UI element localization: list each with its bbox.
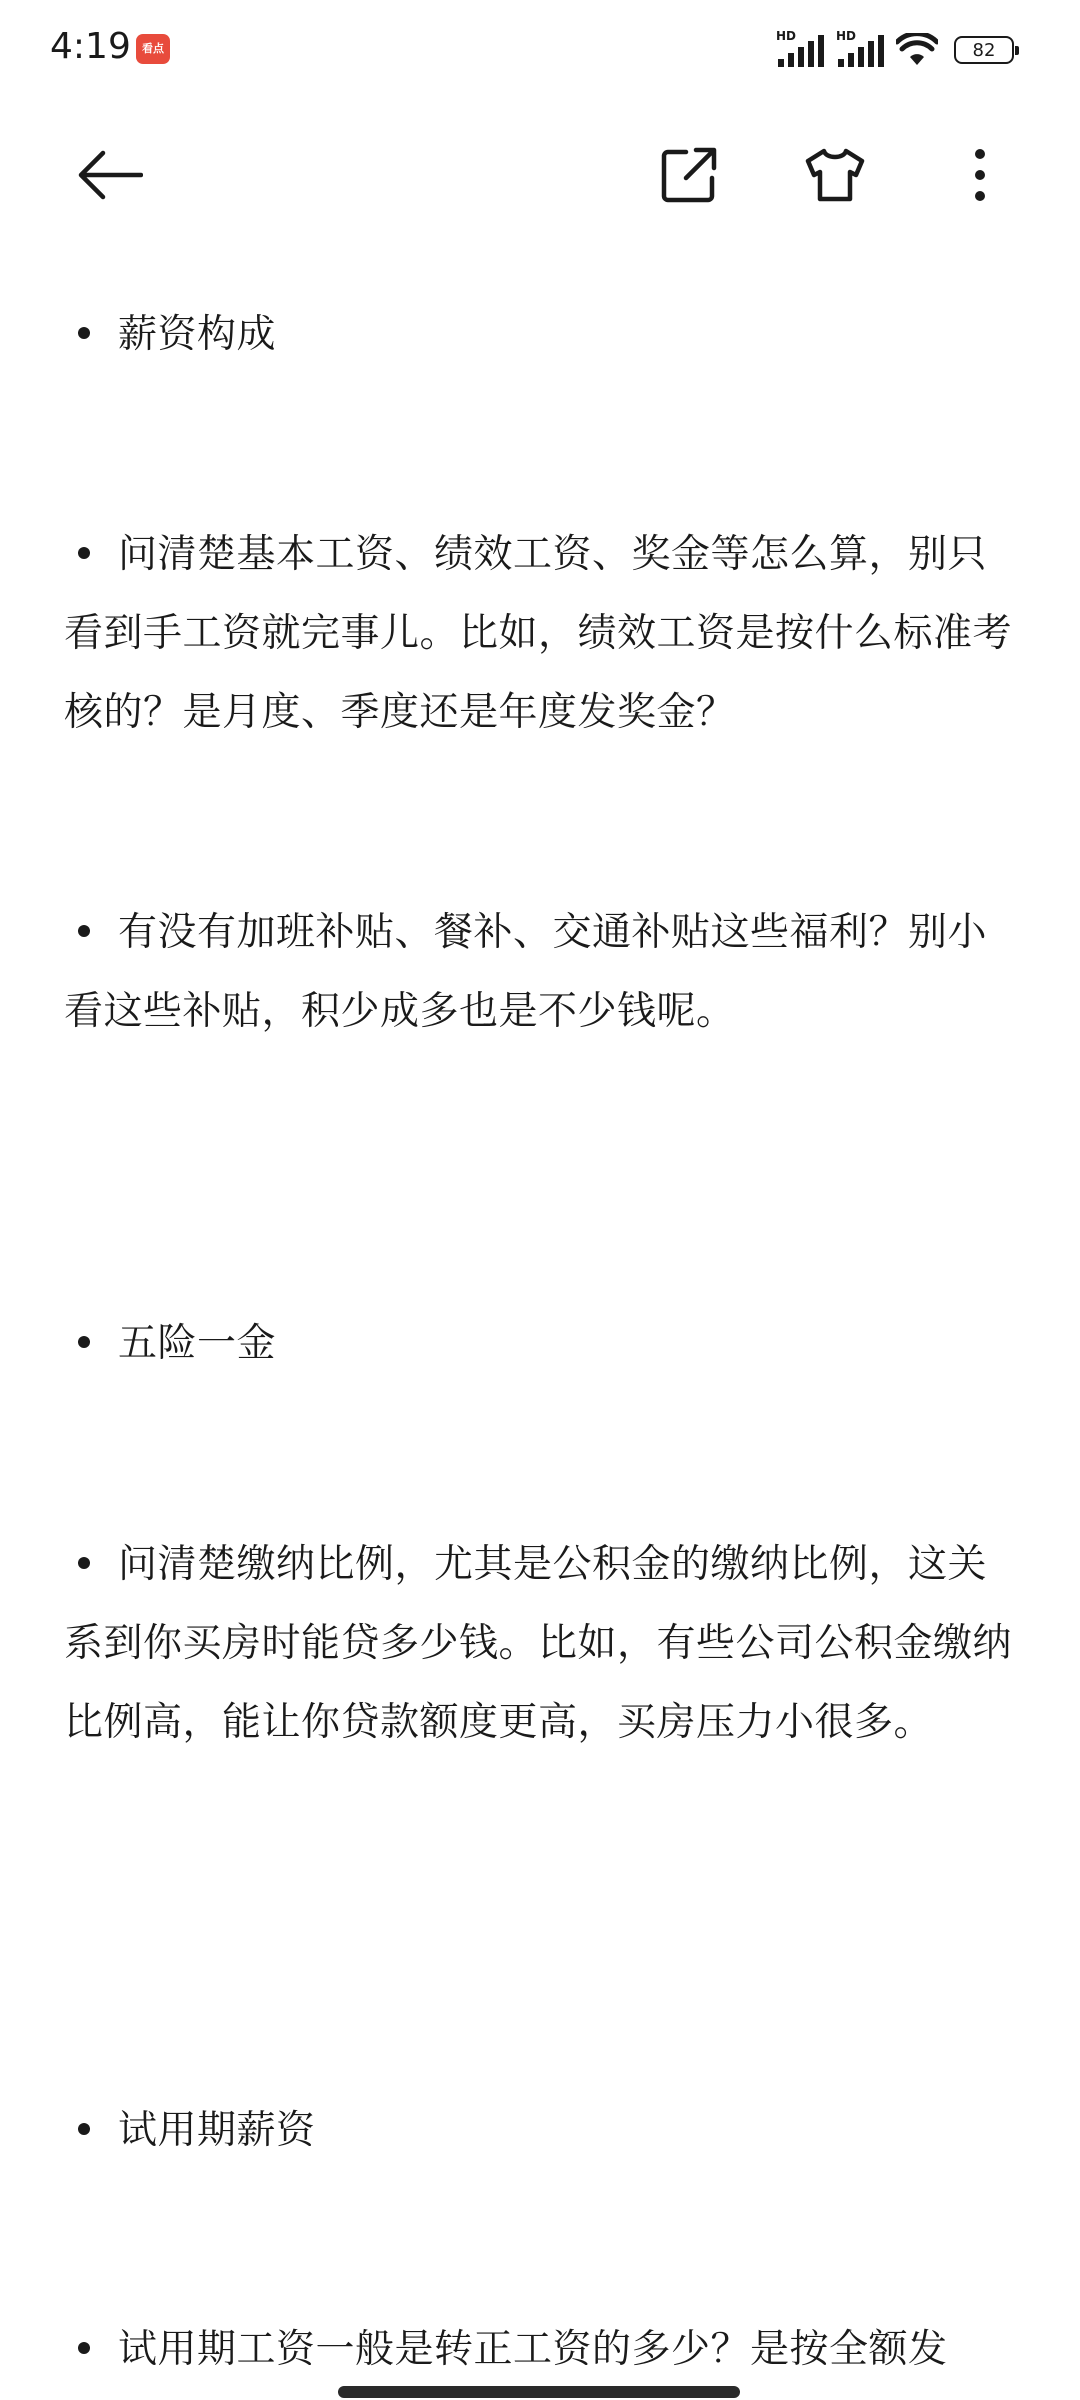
paragraph [64, 1525, 1024, 1762]
signal-icon [776, 31, 826, 69]
more-vertical-icon [973, 148, 987, 202]
paragraph [64, 2310, 1024, 2389]
bullet-icon [78, 2123, 90, 2135]
bullet-icon [78, 2342, 90, 2354]
signal-icon-2 [836, 31, 886, 69]
paragraph [64, 515, 1024, 752]
paragraph-text: 试用期薪资 [118, 2108, 316, 2153]
wifi-icon [896, 33, 938, 67]
bullet-icon [78, 1557, 90, 1569]
paragraph-text: 问清楚缴纳比例，尤其是公积金的缴纳比例，这关系到你买房时能贷多少钱。比如，有些公司公积金缴纳比例高，能让你贷款额度更高，买房压力小很多。 [64, 1542, 1013, 1745]
bullet-icon [78, 925, 90, 937]
signal-hd-label: HD [776, 29, 797, 43]
paragraph [64, 1304, 1024, 1383]
share-button[interactable] [654, 140, 724, 210]
share-external-icon [660, 146, 718, 204]
more-button[interactable] [945, 140, 1015, 210]
status-bar [0, 0, 1080, 100]
paragraph-text: 薪资构成 [118, 312, 277, 357]
app-notification-icon: 看点 [136, 34, 170, 64]
paragraph-text: 五险一金 [118, 1321, 277, 1366]
paragraph [64, 295, 1024, 374]
home-indicator[interactable] [338, 2386, 740, 2398]
paragraph [64, 2091, 1024, 2170]
paragraph-text: 有没有加班补贴、餐补、交通补贴这些福利？别小看这些补贴，积少成多也是不少钱呢。 [64, 910, 988, 1034]
back-button[interactable] [75, 140, 145, 210]
top-toolbar [0, 120, 1080, 220]
tshirt-icon [804, 147, 866, 203]
signal-hd-label-2: HD [836, 29, 857, 43]
paragraph-text: 试用期工资一般是转正工资的多少？是按全额发 [118, 2327, 948, 2372]
paragraph [64, 893, 1024, 1051]
bullet-icon [78, 327, 90, 339]
bullet-icon [78, 1336, 90, 1348]
theme-button[interactable] [800, 140, 870, 210]
battery-icon [954, 36, 1014, 64]
arrow-left-icon [77, 150, 143, 200]
status-time: 4:19 [50, 26, 131, 67]
status-icons [776, 30, 1014, 70]
bullet-icon [78, 547, 90, 559]
battery-level: 82 [972, 39, 996, 61]
paragraph-text: 问清楚基本工资、绩效工资、奖金等怎么算，别只看到手工资就完事儿。比如，绩效工资是按什么标准考核的？是月度、季度还是年度发奖金？ [64, 532, 1013, 735]
